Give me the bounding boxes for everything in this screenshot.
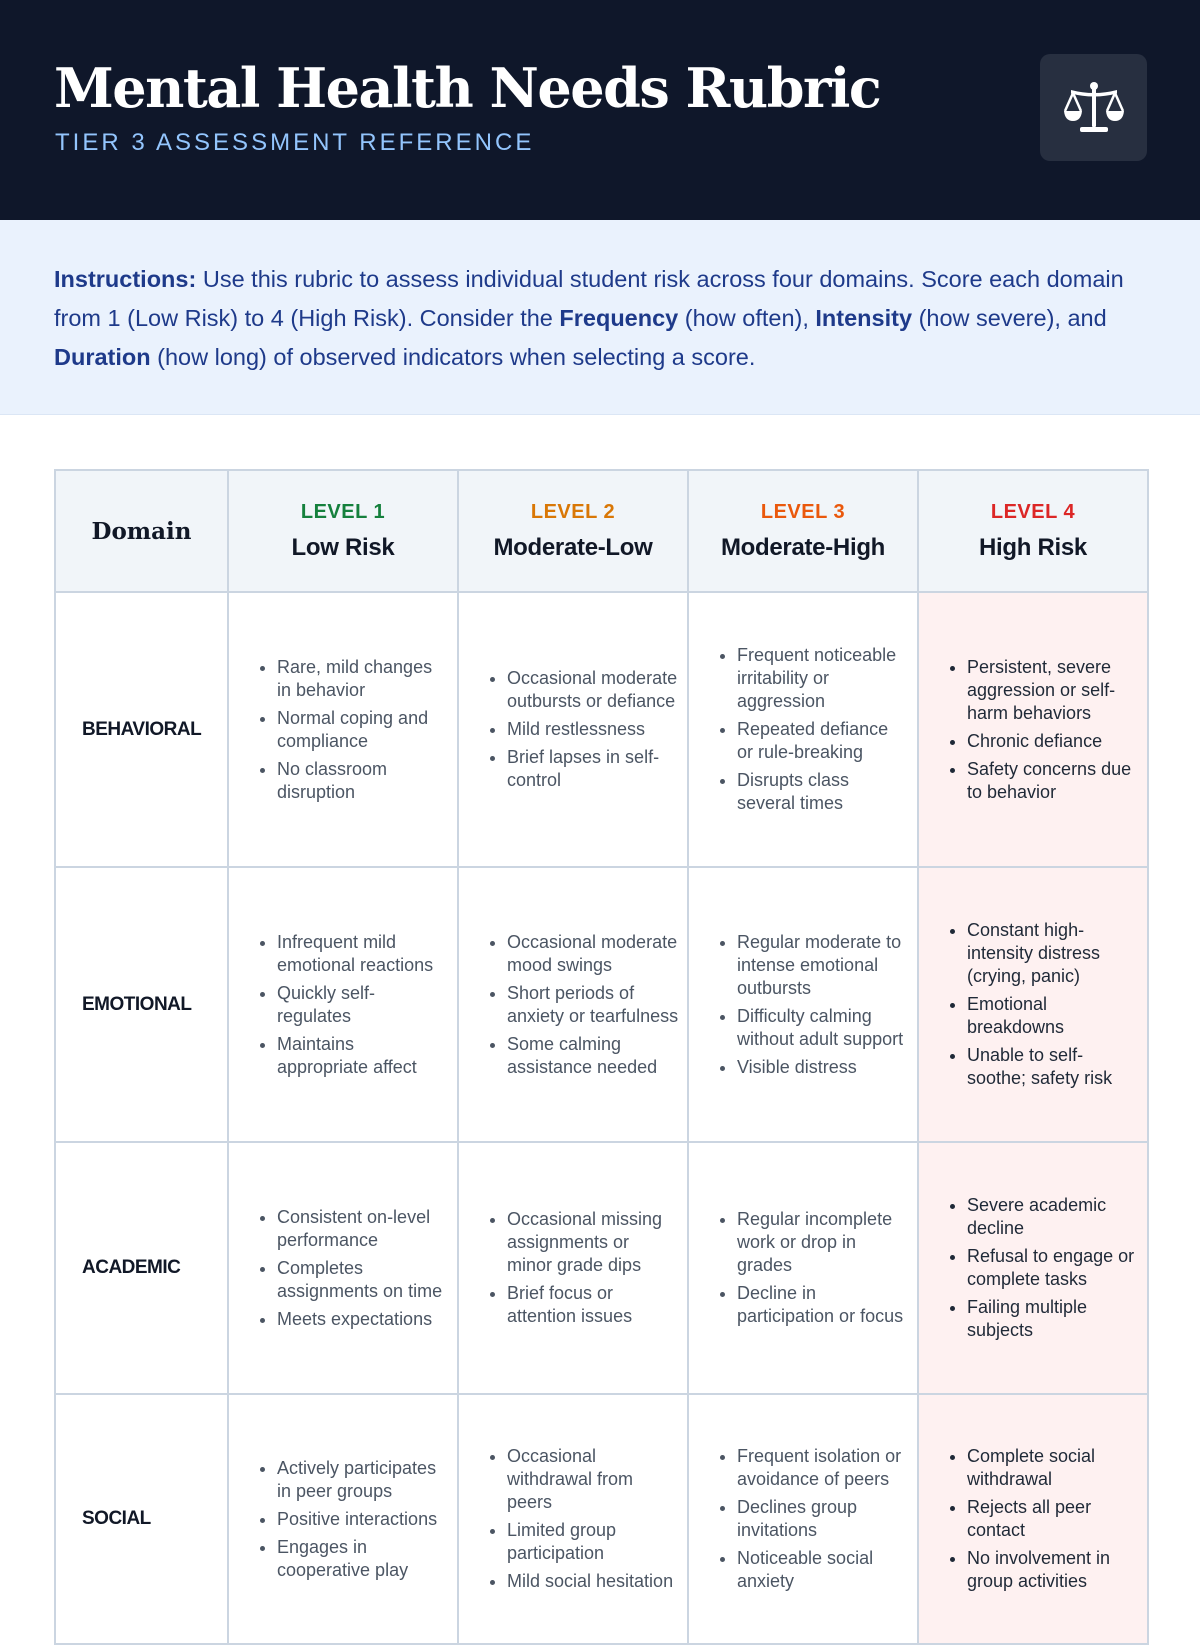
rubric-cell bbox=[458, 867, 688, 1142]
rubric-cell bbox=[228, 1142, 458, 1394]
indicator-item: • No involvement in group activities bbox=[967, 1547, 1139, 1593]
rubric-cell bbox=[688, 1142, 918, 1394]
indicator-item: • Positive interactions bbox=[277, 1508, 449, 1531]
indicator-item: • Infrequent mild emotional reactions bbox=[277, 931, 449, 977]
rubric-cell bbox=[228, 1394, 458, 1644]
indicator-item: • Occasional moderate outbursts or defiance bbox=[507, 667, 679, 713]
indicator-item: • Actively participates in peer groups bbox=[277, 1457, 449, 1503]
instructions-text: Use this rubric to assess individual student risk across four domains. Score each domain from 1 (Low Risk) to 4 (High Risk). Consider the bbox=[54, 266, 1124, 331]
rubric-table bbox=[54, 469, 1149, 1645]
indicator-item: • Declines group invitations bbox=[737, 1496, 909, 1542]
rubric-cell bbox=[688, 867, 918, 1142]
domain-label: SOCIAL bbox=[55, 1394, 228, 1644]
indicator-item: • Brief lapses in self-control bbox=[507, 746, 679, 792]
level-2-header bbox=[458, 470, 688, 592]
rubric-cell bbox=[228, 867, 458, 1142]
scale-balance-icon bbox=[1063, 81, 1125, 135]
indicator-item: • Emotional breakdowns bbox=[967, 993, 1139, 1039]
page-header bbox=[0, 0, 1200, 220]
intensity-term: Intensity bbox=[815, 305, 913, 331]
instructions-panel bbox=[0, 220, 1200, 415]
domain-column-header: Domain bbox=[55, 470, 228, 592]
indicator-item: • Severe academic decline bbox=[967, 1194, 1139, 1240]
level-name: Low Risk bbox=[291, 533, 395, 561]
level-name: Moderate-Low bbox=[493, 533, 653, 561]
table-row bbox=[55, 592, 1148, 867]
rubric-cell bbox=[458, 592, 688, 867]
rubric-cell-high-risk bbox=[918, 867, 1148, 1142]
level-name: Moderate-High bbox=[720, 533, 886, 561]
rubric-cell bbox=[688, 1394, 918, 1644]
indicator-item: • Repeated defiance or rule-breaking bbox=[737, 718, 909, 764]
level-4-header bbox=[918, 470, 1148, 592]
frequency-term: Frequency bbox=[559, 305, 679, 331]
table-row bbox=[55, 1394, 1148, 1644]
indicator-item: • Occasional moderate mood swings bbox=[507, 931, 679, 977]
level-number: LEVEL 1 bbox=[300, 500, 386, 523]
domain-label: ACADEMIC bbox=[55, 1142, 228, 1394]
rubric-cell bbox=[228, 592, 458, 867]
indicator-item: • Maintains appropriate affect bbox=[277, 1033, 449, 1079]
rubric-cell bbox=[458, 1394, 688, 1644]
indicator-item: • Mild social hesitation bbox=[507, 1570, 679, 1593]
page-subtitle: TIER 3 ASSESSMENT REFERENCE bbox=[55, 129, 535, 156]
level-number: LEVEL 2 bbox=[530, 500, 616, 523]
indicator-item: • Difficulty calming without adult support bbox=[737, 1005, 909, 1051]
page-title: Mental Health Needs Rubric bbox=[54, 56, 881, 120]
indicator-item: • Rare, mild changes in behavior bbox=[277, 656, 449, 702]
instructions-label: Instructions: bbox=[54, 266, 197, 292]
indicator-item: • Quickly self-regulates bbox=[277, 982, 449, 1028]
domain-label: EMOTIONAL bbox=[55, 867, 228, 1142]
instructions-text: (how long) of observed indicators when selecting a score. bbox=[150, 344, 756, 370]
indicator-item: • Noticeable social anxiety bbox=[737, 1547, 909, 1593]
indicator-item: • No classroom disruption bbox=[277, 758, 449, 804]
indicator-item: • Visible distress bbox=[737, 1056, 909, 1079]
indicator-item: • Disrupts class several times bbox=[737, 769, 909, 815]
rubric-cell-high-risk bbox=[918, 1394, 1148, 1644]
indicator-item: • Some calming assistance needed bbox=[507, 1033, 679, 1079]
rubric-cell-high-risk bbox=[918, 592, 1148, 867]
indicator-item: • Engages in cooperative play bbox=[277, 1536, 449, 1582]
indicator-item: • Rejects all peer contact bbox=[967, 1496, 1139, 1542]
indicator-item: • Occasional missing assignments or minor grade dips bbox=[507, 1208, 679, 1277]
indicator-item: • Short periods of anxiety or tearfulness bbox=[507, 982, 679, 1028]
rubric-cell bbox=[458, 1142, 688, 1394]
rubric-cell bbox=[688, 592, 918, 867]
indicator-item: • Persistent, severe aggression or self-harm behaviors bbox=[967, 656, 1139, 725]
indicator-item: • Brief focus or attention issues bbox=[507, 1282, 679, 1328]
level-number: LEVEL 4 bbox=[990, 500, 1076, 523]
indicator-item: • Mild restlessness bbox=[507, 718, 679, 741]
indicator-item: • Constant high-intensity distress (crying, panic) bbox=[967, 919, 1139, 988]
table-row bbox=[55, 867, 1148, 1142]
indicator-item: • Regular moderate to intense emotional outbursts bbox=[737, 931, 909, 1000]
indicator-item: • Consistent on-level performance bbox=[277, 1206, 449, 1252]
instructions-text: (how often), bbox=[678, 305, 816, 331]
level-1-header bbox=[228, 470, 458, 592]
indicator-item: • Meets expectations bbox=[277, 1308, 449, 1331]
logo-badge bbox=[1040, 54, 1147, 161]
rubric-cell-high-risk bbox=[918, 1142, 1148, 1394]
instructions-text: (how severe), and bbox=[912, 305, 1107, 331]
level-3-header bbox=[688, 470, 918, 592]
indicator-item: • Normal coping and compliance bbox=[277, 707, 449, 753]
table-row bbox=[55, 1142, 1148, 1394]
level-name: High Risk bbox=[979, 533, 1087, 561]
indicator-item: • Chronic defiance bbox=[967, 730, 1139, 753]
indicator-item: • Frequent noticeable irritability or aggression bbox=[737, 644, 909, 713]
domain-label: BEHAVIORAL bbox=[55, 592, 228, 867]
indicator-item: • Failing multiple subjects bbox=[967, 1296, 1139, 1342]
indicator-item: • Refusal to engage or complete tasks bbox=[967, 1245, 1139, 1291]
indicator-item: • Decline in participation or focus bbox=[737, 1282, 909, 1328]
indicator-item: • Unable to self-soothe; safety risk bbox=[967, 1044, 1139, 1090]
indicator-item: • Complete social withdrawal bbox=[967, 1445, 1139, 1491]
header-row bbox=[55, 470, 1148, 592]
indicator-item: • Occasional withdrawal from peers bbox=[507, 1445, 679, 1514]
indicator-item: • Safety concerns due to behavior bbox=[967, 758, 1139, 804]
level-number: LEVEL 3 bbox=[760, 500, 846, 523]
duration-term: Duration bbox=[54, 344, 151, 370]
indicator-item: • Completes assignments on time bbox=[277, 1257, 449, 1303]
indicator-item: • Limited group participation bbox=[507, 1519, 679, 1565]
indicator-item: • Regular incomplete work or drop in grades bbox=[737, 1208, 909, 1277]
indicator-item: • Frequent isolation or avoidance of peers bbox=[737, 1445, 909, 1491]
